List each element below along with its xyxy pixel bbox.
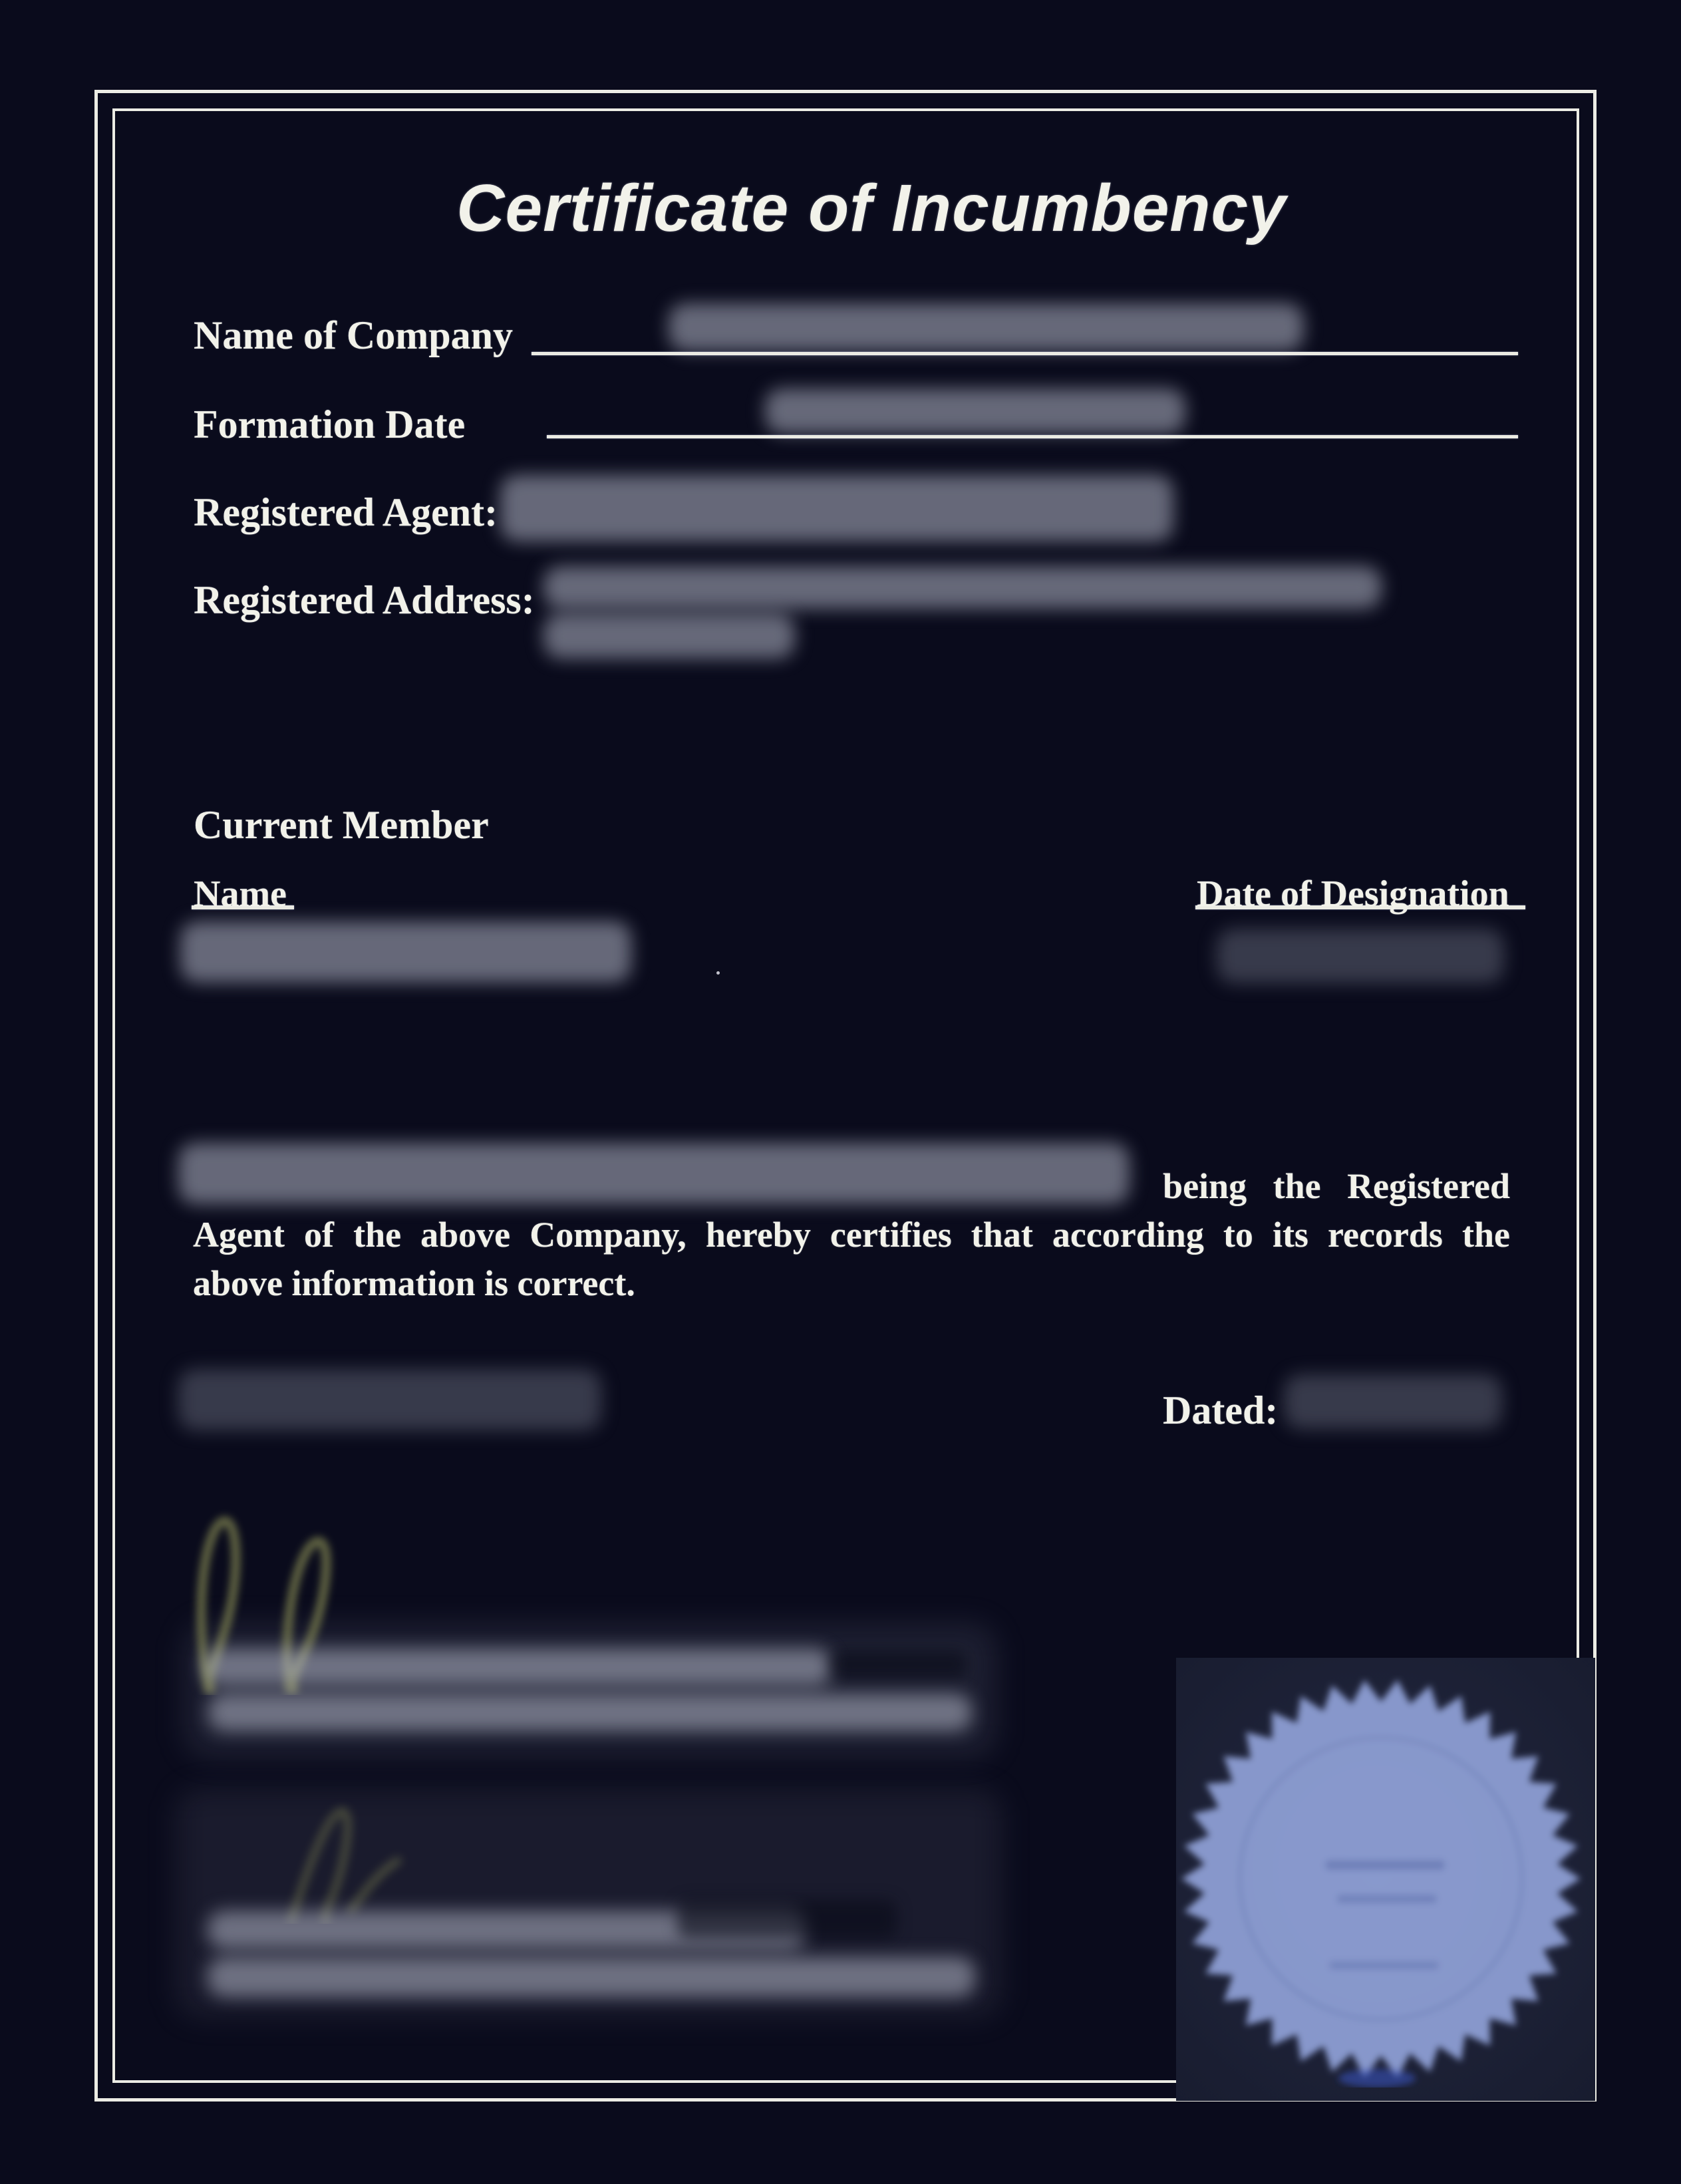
company-name-label: Name of Company [194,313,513,357]
seal-blue-ink-mark [1338,2069,1416,2088]
redacted-signatory-1-company [208,1694,972,1731]
designation-column-header: Date of Designation [1197,873,1509,915]
certification-line3: above information is correct. [193,1263,635,1303]
redacted-registered-address-line1 [543,566,1382,609]
embossed-notary-seal [1177,1675,1587,2088]
company-name-underline [532,352,1518,355]
redacted-signature-2-line [677,1900,897,1939]
redacted-registered-agent [500,475,1173,542]
redacted-signatory-2-company [208,1957,975,1997]
redacted-registered-address-line2 [543,613,795,659]
formation-date-underline [547,435,1518,438]
dated-label: Dated: [1163,1388,1279,1432]
seal-text-smudge [1337,1895,1437,1903]
seal-text-smudge [1329,1961,1439,1970]
redacted-formation-date [765,389,1185,434]
redacted-execution-place [178,1369,601,1430]
redacted-member-name [180,921,631,983]
certificate-title: Certificate of Incumbency [456,171,1287,245]
certification-line1: being the Registered [1163,1166,1510,1206]
redacted-execution-date [1284,1374,1502,1429]
current-member-heading: Current Member [194,803,489,847]
redacted-company-name [669,303,1304,351]
registered-agent-label: Registered Agent: [194,490,498,534]
certification-line2: Agent of the above Company, hereby certifies that according to its records the [193,1215,1510,1255]
handwritten-signature-2 [271,1791,424,1924]
redacted-signatory-1-name [203,1648,832,1686]
redacted-signature-1-line [830,1650,967,1678]
seal-text-smudge [1325,1860,1445,1870]
registered-address-label: Registered Address: [194,578,535,622]
formation-date-label: Formation Date [194,402,466,446]
redacted-designation-date [1217,929,1504,983]
member-name-column-header: Name [194,873,287,915]
scan-speck [716,971,720,975]
